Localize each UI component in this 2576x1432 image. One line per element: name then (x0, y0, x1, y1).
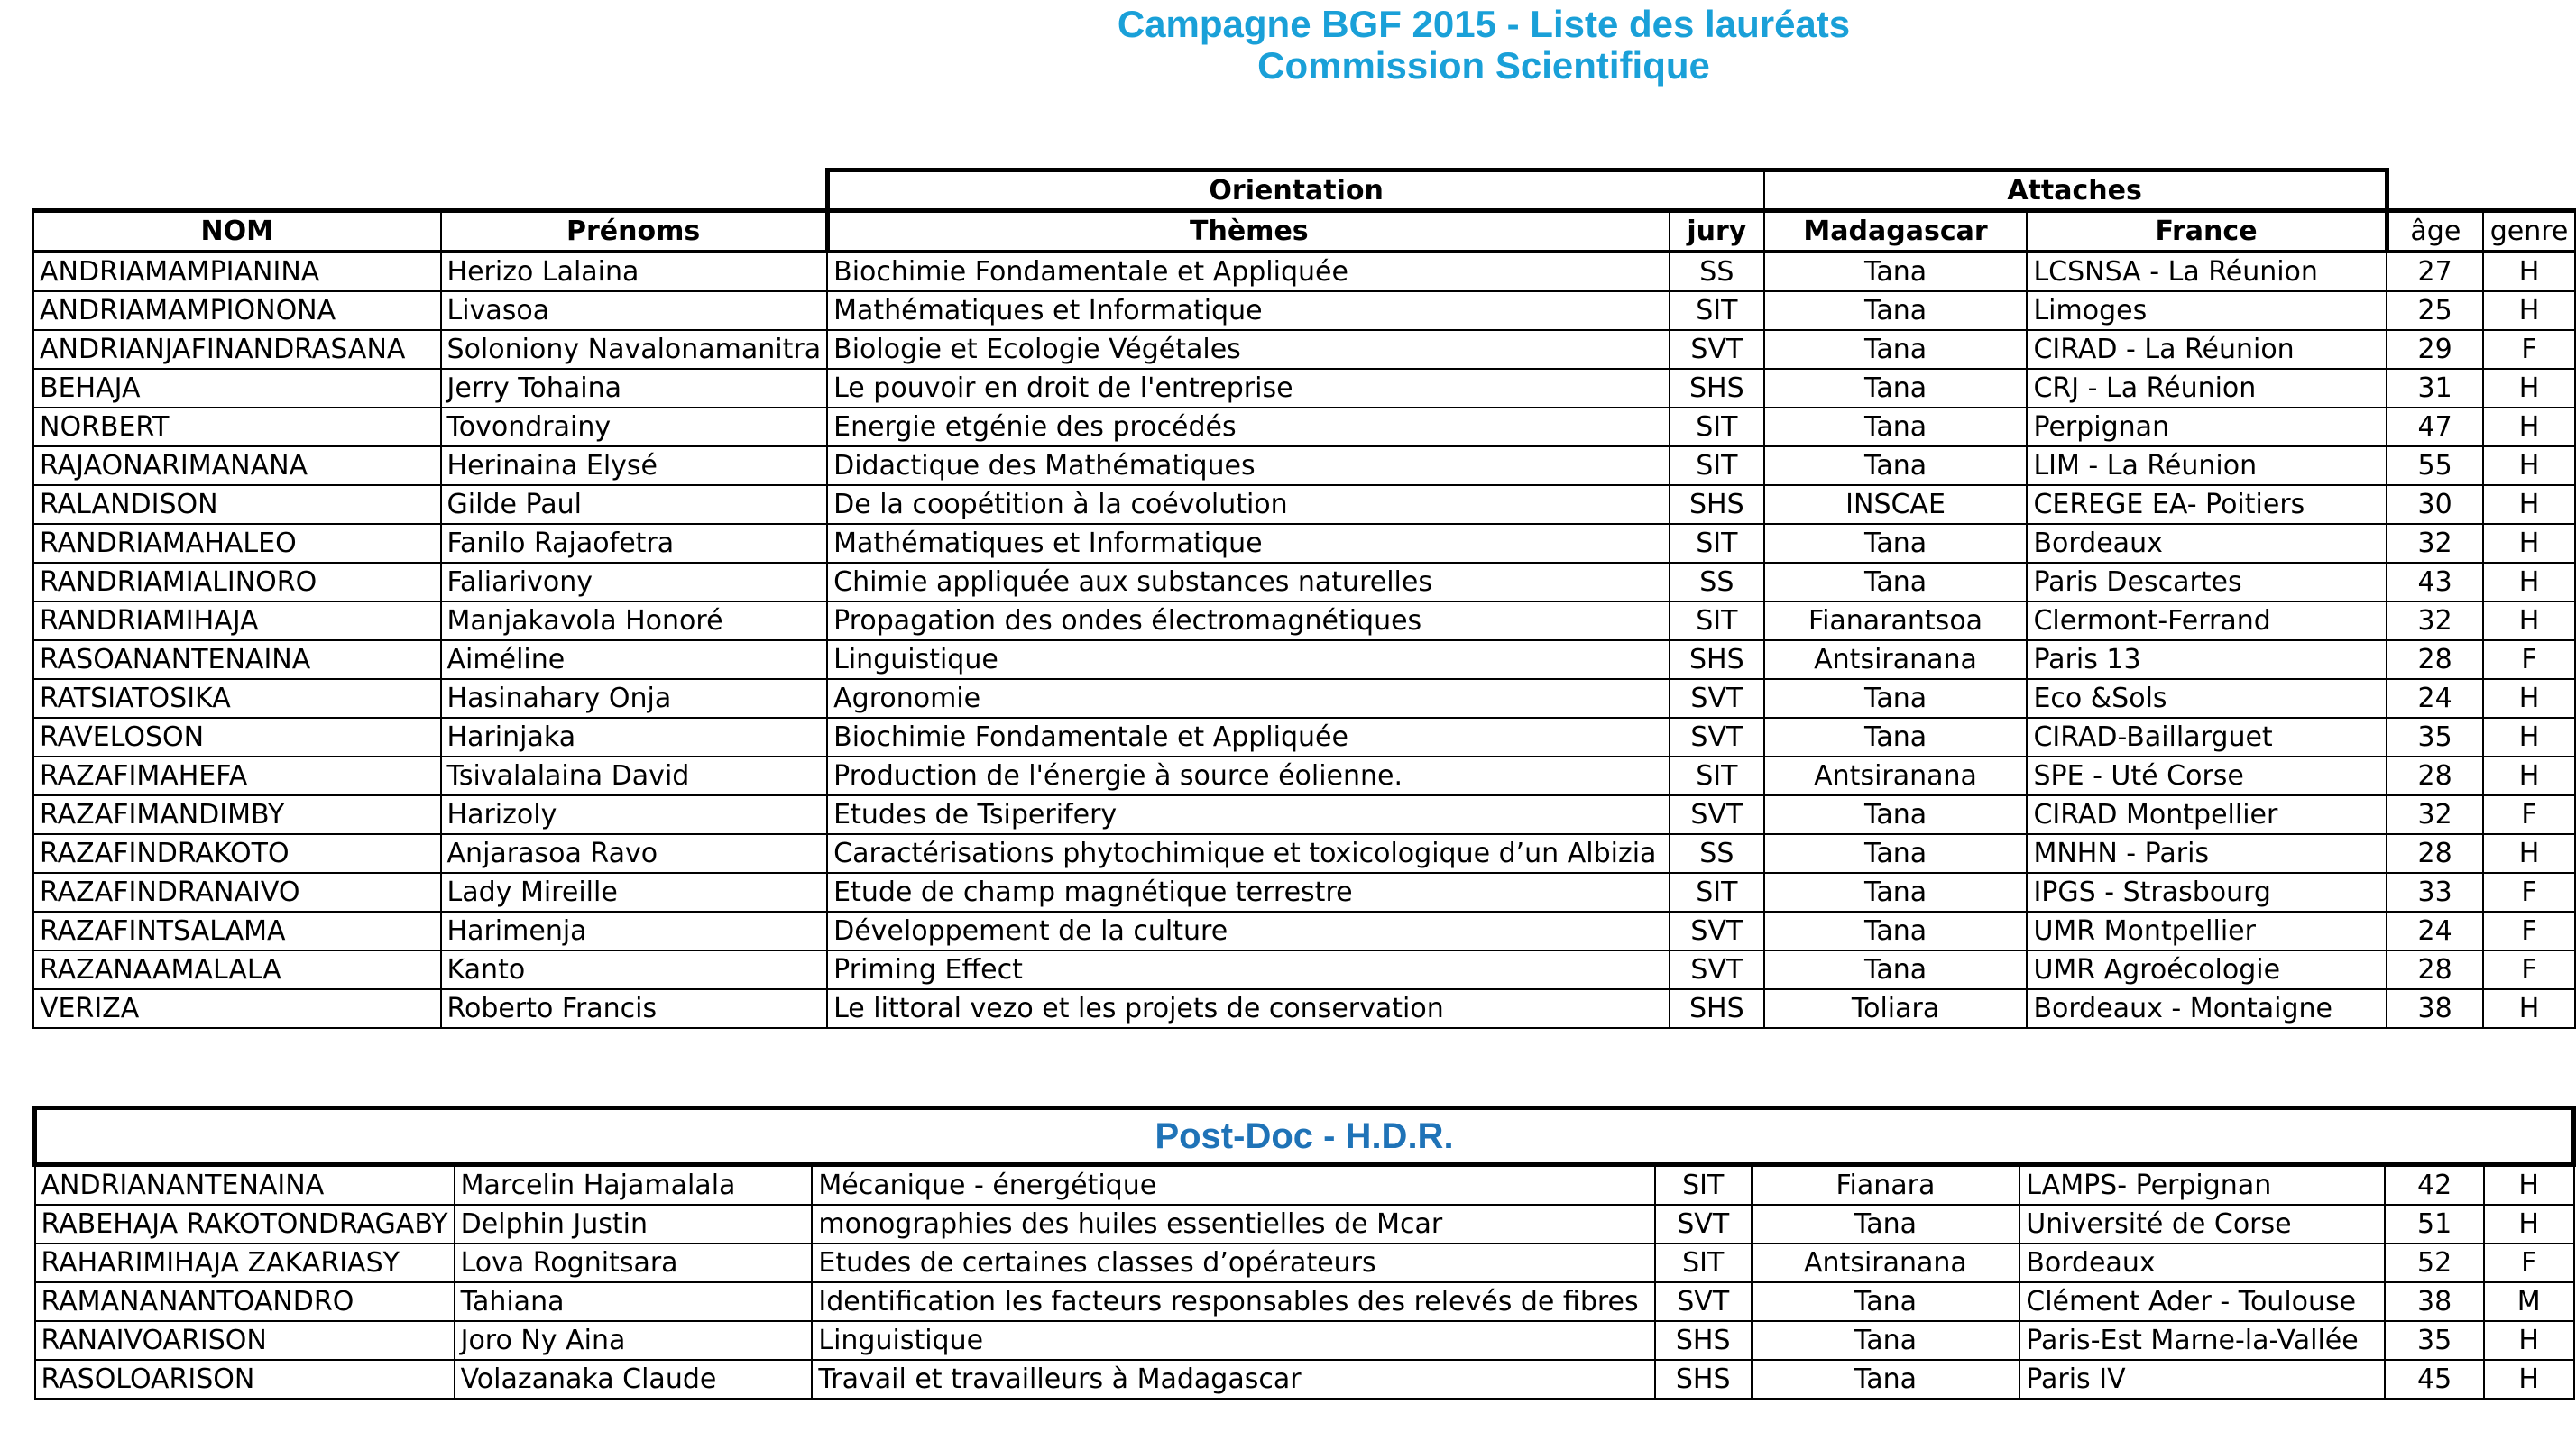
cell-jury: SVT (1670, 679, 1764, 718)
cell-genre: H (2483, 408, 2575, 446)
cell-jury: SHS (1670, 369, 1764, 408)
header-age: âge (2387, 211, 2483, 252)
cell-genre: H (2483, 601, 2575, 640)
cell-jury: SIT (1670, 524, 1764, 563)
cell-nom: RANDRIAMIHAJA (33, 601, 441, 640)
cell-theme: Le pouvoir en droit de l'entreprise (827, 369, 1670, 408)
cell-france: Bordeaux (2027, 524, 2387, 563)
postdoc-row (35, 1244, 2574, 1282)
cell-prenoms: Aiméline (441, 640, 828, 679)
postdoc-row (35, 1165, 2574, 1206)
cell-jury: SIT (1670, 408, 1764, 446)
laureat-row (33, 757, 2575, 795)
cell-prenoms: Joro Ny Aina (455, 1321, 813, 1360)
cell-genre: F (2483, 330, 2575, 369)
cell-jury: SHS (1670, 989, 1764, 1028)
cell-age: 29 (2387, 330, 2483, 369)
title-line-1: Campagne BGF 2015 - Liste des lauréats (1117, 3, 1851, 45)
cell-jury: SIT (1655, 1165, 1752, 1206)
cell-nom: RAZANAAMALALA (33, 950, 441, 989)
cell-theme: Propagation des ondes électromagnétiques (827, 601, 1670, 640)
cell-genre: H (2484, 1165, 2574, 1206)
cell-theme: Etudes de Tsiperifery (827, 795, 1670, 834)
cell-genre: H (2484, 1360, 2574, 1399)
cell-genre: H (2483, 291, 2575, 330)
laureat-row (33, 989, 2575, 1028)
cell-genre: H (2483, 834, 2575, 873)
cell-age: 35 (2387, 718, 2483, 757)
cell-theme: Chimie appliquée aux substances naturelles (827, 563, 1670, 601)
cell-age: 43 (2387, 563, 2483, 601)
cell-genre: H (2483, 369, 2575, 408)
cell-age: 28 (2387, 950, 2483, 989)
cell-theme: Etudes de certaines classes d’opérateurs (812, 1244, 1655, 1282)
cell-age: 24 (2387, 912, 2483, 950)
cell-france: LCSNSA - La Réunion (2027, 252, 2387, 291)
cell-france: Perpignan (2027, 408, 2387, 446)
postdoc-row (35, 1282, 2574, 1321)
cell-nom: RAVELOSON (33, 718, 441, 757)
cell-france: Université de Corse (2019, 1205, 2385, 1244)
laureat-row (33, 408, 2575, 446)
cell-jury: SIT (1670, 757, 1764, 795)
cell-nom: RASOLOARISON (35, 1360, 455, 1399)
header-jury: jury (1670, 211, 1764, 252)
cell-prenoms: Harinjaka (441, 718, 828, 757)
cell-genre: M (2484, 1282, 2574, 1321)
laureat-row (33, 563, 2575, 601)
cell-madagascar: Antsiranana (1752, 1244, 2020, 1282)
cell-madagascar: Tana (1764, 369, 2028, 408)
cell-genre: H (2483, 563, 2575, 601)
cell-jury: SIT (1670, 601, 1764, 640)
cell-prenoms: Delphin Justin (455, 1205, 813, 1244)
cell-theme: Linguistique (812, 1321, 1655, 1360)
cell-genre: H (2483, 524, 2575, 563)
cell-france: LAMPS- Perpignan (2019, 1165, 2385, 1206)
cell-france: UMR Montpellier (2027, 912, 2387, 950)
cell-nom: RABEHAJA RAKOTONDRAGABY (35, 1205, 455, 1244)
cell-madagascar: Antsiranana (1764, 757, 2028, 795)
header-nom: NOM (33, 211, 441, 252)
laureat-row (33, 485, 2575, 524)
cell-nom: BEHAJA (33, 369, 441, 408)
laureat-row (33, 718, 2575, 757)
cell-france: Limoges (2027, 291, 2387, 330)
cell-genre: F (2483, 640, 2575, 679)
cell-age: 52 (2385, 1244, 2484, 1282)
cell-age: 42 (2385, 1165, 2484, 1206)
cell-age: 28 (2387, 757, 2483, 795)
cell-jury: SHS (1670, 640, 1764, 679)
cell-france: Clément Ader - Toulouse (2019, 1282, 2385, 1321)
cell-jury: SIT (1670, 446, 1764, 485)
postdoc-row (35, 1205, 2574, 1244)
cell-prenoms: Harizoly (441, 795, 828, 834)
title-line-2: Commission Scientifique (1257, 44, 1710, 87)
cell-jury: SHS (1670, 485, 1764, 524)
cell-france: CRJ - La Réunion (2027, 369, 2387, 408)
cell-genre: H (2483, 679, 2575, 718)
cell-prenoms: Marcelin Hajamalala (455, 1165, 813, 1206)
cell-madagascar: Toliara (1764, 989, 2028, 1028)
cell-france: SPE - Uté Corse (2027, 757, 2387, 795)
cell-nom: RAJAONARIMANANA (33, 446, 441, 485)
cell-madagascar: INSCAE (1764, 485, 2028, 524)
cell-france: Clermont-Ferrand (2027, 601, 2387, 640)
cell-france: Paris-Est Marne-la-Vallée (2019, 1321, 2385, 1360)
cell-jury: SS (1670, 563, 1764, 601)
cell-jury: SS (1670, 834, 1764, 873)
cell-prenoms: Kanto (441, 950, 828, 989)
cell-genre: H (2484, 1205, 2574, 1244)
cell-france: CIRAD - La Réunion (2027, 330, 2387, 369)
cell-prenoms: Hasinahary Onja (441, 679, 828, 718)
laureat-row (33, 873, 2575, 912)
cell-prenoms: Tahiana (455, 1282, 813, 1321)
cell-age: 33 (2387, 873, 2483, 912)
cell-france: Paris 13 (2027, 640, 2387, 679)
cell-prenoms: Livasoa (441, 291, 828, 330)
cell-theme: Mécanique - énergétique (812, 1165, 1655, 1206)
postdoc-row (35, 1360, 2574, 1399)
cell-jury: SVT (1670, 330, 1764, 369)
cell-theme: Etude de champ magnétique terrestre (827, 873, 1670, 912)
cell-age: 28 (2387, 640, 2483, 679)
cell-theme: Caractérisations phytochimique et toxicologique d’un Albizia (827, 834, 1670, 873)
cell-theme: Biochimie Fondamentale et Appliquée (827, 252, 1670, 291)
cell-prenoms: Lova Rognitsara (455, 1244, 813, 1282)
cell-nom: ANDRIANANTENAINA (35, 1165, 455, 1206)
cell-nom: RAHARIMIHAJA ZAKARIASY (35, 1244, 455, 1282)
cell-madagascar: Tana (1764, 718, 2028, 757)
cell-jury: SIT (1670, 291, 1764, 330)
cell-jury: SIT (1670, 873, 1764, 912)
cell-nom: VERIZA (33, 989, 441, 1028)
cell-nom: RAZAFIMAHEFA (33, 757, 441, 795)
cell-madagascar: Tana (1752, 1282, 2020, 1321)
cell-nom: ANDRIAMAMPIONONA (33, 291, 441, 330)
laureat-row (33, 912, 2575, 950)
cell-theme: Mathématiques et Informatique (827, 291, 1670, 330)
cell-age: 32 (2387, 795, 2483, 834)
cell-age: 32 (2387, 601, 2483, 640)
cell-genre: H (2483, 252, 2575, 291)
cell-age: 31 (2387, 369, 2483, 408)
cell-theme: Biochimie Fondamentale et Appliquée (827, 718, 1670, 757)
laureat-row (33, 291, 2575, 330)
cell-genre: H (2483, 757, 2575, 795)
cell-age: 32 (2387, 524, 2483, 563)
cell-prenoms: Anjarasoa Ravo (441, 834, 828, 873)
header-prenoms: Prénoms (441, 211, 828, 252)
cell-age: 38 (2385, 1282, 2484, 1321)
laureat-row (33, 640, 2575, 679)
cell-age: 27 (2387, 252, 2483, 291)
cell-madagascar: Tana (1764, 446, 2028, 485)
cell-genre: H (2483, 485, 2575, 524)
cell-theme: Priming Effect (827, 950, 1670, 989)
cell-theme: Agronomie (827, 679, 1670, 718)
cell-theme: De la coopétition à la coévolution (827, 485, 1670, 524)
postdoc-table (32, 1106, 2576, 1400)
cell-prenoms: Manjakavola Honoré (441, 601, 828, 640)
cell-theme: Travail et travailleurs à Madagascar (812, 1360, 1655, 1399)
cell-genre: H (2484, 1321, 2574, 1360)
cell-madagascar: Tana (1764, 408, 2028, 446)
laureat-row (33, 524, 2575, 563)
cell-age: 25 (2387, 291, 2483, 330)
cell-france: UMR Agroécologie (2027, 950, 2387, 989)
cell-nom: RAZAFINDRANAIVO (33, 873, 441, 912)
cell-nom: RAZAFINTSALAMA (33, 912, 441, 950)
cell-france: Bordeaux - Montaigne (2027, 989, 2387, 1028)
cell-madagascar: Tana (1764, 795, 2028, 834)
cell-jury: SVT (1655, 1205, 1752, 1244)
laureat-row (33, 330, 2575, 369)
laureat-row (33, 834, 2575, 873)
attaches-group-header: Attaches (1764, 170, 2387, 211)
group-header-row (33, 170, 2575, 211)
cell-jury: SIT (1655, 1244, 1752, 1282)
cell-genre: H (2483, 446, 2575, 485)
cell-theme: Le littoral vezo et les projets de conservation (827, 989, 1670, 1028)
cell-jury: SS (1670, 252, 1764, 291)
laureat-row (33, 252, 2575, 291)
postdoc-row (35, 1321, 2574, 1360)
laureat-row (33, 679, 2575, 718)
cell-nom: RANAIVOARISON (35, 1321, 455, 1360)
cell-prenoms: Jerry Tohaina (441, 369, 828, 408)
cell-madagascar: Tana (1764, 563, 2028, 601)
cell-france: Paris Descartes (2027, 563, 2387, 601)
cell-nom: RANDRIAMIALINORO (33, 563, 441, 601)
cell-madagascar: Tana (1752, 1205, 2020, 1244)
cell-madagascar: Fianarantsoa (1764, 601, 2028, 640)
laureat-row (33, 446, 2575, 485)
cell-prenoms: Faliarivony (441, 563, 828, 601)
cell-nom: RALANDISON (33, 485, 441, 524)
cell-france: MNHN - Paris (2027, 834, 2387, 873)
column-header-row (33, 211, 2575, 252)
laureat-row (33, 795, 2575, 834)
cell-france: IPGS - Strasbourg (2027, 873, 2387, 912)
cell-madagascar: Antsiranana (1764, 640, 2028, 679)
cell-jury: SVT (1670, 795, 1764, 834)
cell-prenoms: Soloniony Navalonamanitra (441, 330, 828, 369)
cell-france: Paris IV (2019, 1360, 2385, 1399)
cell-genre: F (2483, 950, 2575, 989)
header-themes: Thèmes (827, 211, 1670, 252)
postdoc-title: Post-Doc - H.D.R. (35, 1108, 2574, 1165)
cell-france: CIRAD-Baillarguet (2027, 718, 2387, 757)
laureat-row (33, 369, 2575, 408)
cell-theme: Biologie et Ecologie Végétales (827, 330, 1670, 369)
laureat-row (33, 601, 2575, 640)
cell-theme: Identification les facteurs responsables des relevés de fibres (812, 1282, 1655, 1321)
cell-prenoms: Gilde Paul (441, 485, 828, 524)
cell-genre: F (2483, 795, 2575, 834)
cell-nom: RAMANANANTOANDRO (35, 1282, 455, 1321)
cell-prenoms: Herinaina Elysé (441, 446, 828, 485)
cell-france: CIRAD Montpellier (2027, 795, 2387, 834)
header-france: France (2027, 211, 2387, 252)
cell-theme: monographies des huiles essentielles de Mcar (812, 1205, 1655, 1244)
cell-theme: Mathématiques et Informatique (827, 524, 1670, 563)
cell-prenoms: Roberto Francis (441, 989, 828, 1028)
cell-prenoms: Lady Mireille (441, 873, 828, 912)
cell-madagascar: Tana (1752, 1360, 2020, 1399)
cell-madagascar: Tana (1764, 291, 2028, 330)
cell-madagascar: Tana (1764, 524, 2028, 563)
header-madagascar: Madagascar (1764, 211, 2028, 252)
cell-nom: RAZAFIMANDIMBY (33, 795, 441, 834)
cell-nom: RAZAFINDRAKOTO (33, 834, 441, 873)
cell-genre: H (2483, 718, 2575, 757)
laureats-table (32, 168, 2576, 1029)
cell-madagascar: Tana (1764, 912, 2028, 950)
cell-madagascar: Tana (1764, 950, 2028, 989)
postdoc-banner-row (35, 1108, 2574, 1165)
cell-theme: Didactique des Mathématiques (827, 446, 1670, 485)
cell-age: 51 (2385, 1205, 2484, 1244)
cell-prenoms: Herizo Lalaina (441, 252, 828, 291)
cell-age: 38 (2387, 989, 2483, 1028)
cell-genre: F (2484, 1244, 2574, 1282)
cell-jury: SHS (1655, 1321, 1752, 1360)
cell-france: LIM - La Réunion (2027, 446, 2387, 485)
cell-madagascar: Tana (1764, 834, 2028, 873)
cell-madagascar: Tana (1764, 330, 2028, 369)
cell-nom: ANDRIAMAMPIANINA (33, 252, 441, 291)
cell-france: Bordeaux (2019, 1244, 2385, 1282)
cell-nom: RASOANANTENAINA (33, 640, 441, 679)
cell-jury: SHS (1655, 1360, 1752, 1399)
cell-theme: Développement de la culture (827, 912, 1670, 950)
cell-prenoms: Tovondrainy (441, 408, 828, 446)
cell-madagascar: Tana (1764, 873, 2028, 912)
laureat-row (33, 950, 2575, 989)
cell-genre: F (2483, 873, 2575, 912)
cell-prenoms: Tsivalalaina David (441, 757, 828, 795)
cell-age: 28 (2387, 834, 2483, 873)
cell-theme: Energie etgénie des procédés (827, 408, 1670, 446)
cell-madagascar: Tana (1764, 252, 2028, 291)
cell-age: 47 (2387, 408, 2483, 446)
cell-theme: Linguistique (827, 640, 1670, 679)
cell-genre: F (2483, 912, 2575, 950)
cell-prenoms: Harimenja (441, 912, 828, 950)
cell-nom: RATSIATOSIKA (33, 679, 441, 718)
cell-genre: H (2483, 989, 2575, 1028)
document-title (0, 0, 2576, 87)
cell-age: 45 (2385, 1360, 2484, 1399)
orientation-group-header: Orientation (827, 170, 1764, 211)
cell-jury: SVT (1670, 912, 1764, 950)
cell-age: 30 (2387, 485, 2483, 524)
cell-jury: SVT (1655, 1282, 1752, 1321)
cell-madagascar: Fianara (1752, 1165, 2020, 1206)
cell-nom: RANDRIAMAHALEO (33, 524, 441, 563)
cell-madagascar: Tana (1752, 1321, 2020, 1360)
header-genre: genre (2483, 211, 2575, 252)
cell-prenoms: Fanilo Rajaofetra (441, 524, 828, 563)
cell-madagascar: Tana (1764, 679, 2028, 718)
cell-nom: ANDRIANJAFINANDRASANA (33, 330, 441, 369)
cell-france: Eco &Sols (2027, 679, 2387, 718)
cell-theme: Production de l'énergie à source éolienne. (827, 757, 1670, 795)
cell-prenoms: Volazanaka Claude (455, 1360, 813, 1399)
cell-age: 24 (2387, 679, 2483, 718)
cell-age: 55 (2387, 446, 2483, 485)
cell-france: CEREGE EA- Poitiers (2027, 485, 2387, 524)
cell-jury: SVT (1670, 718, 1764, 757)
cell-jury: SVT (1670, 950, 1764, 989)
cell-age: 35 (2385, 1321, 2484, 1360)
cell-nom: NORBERT (33, 408, 441, 446)
